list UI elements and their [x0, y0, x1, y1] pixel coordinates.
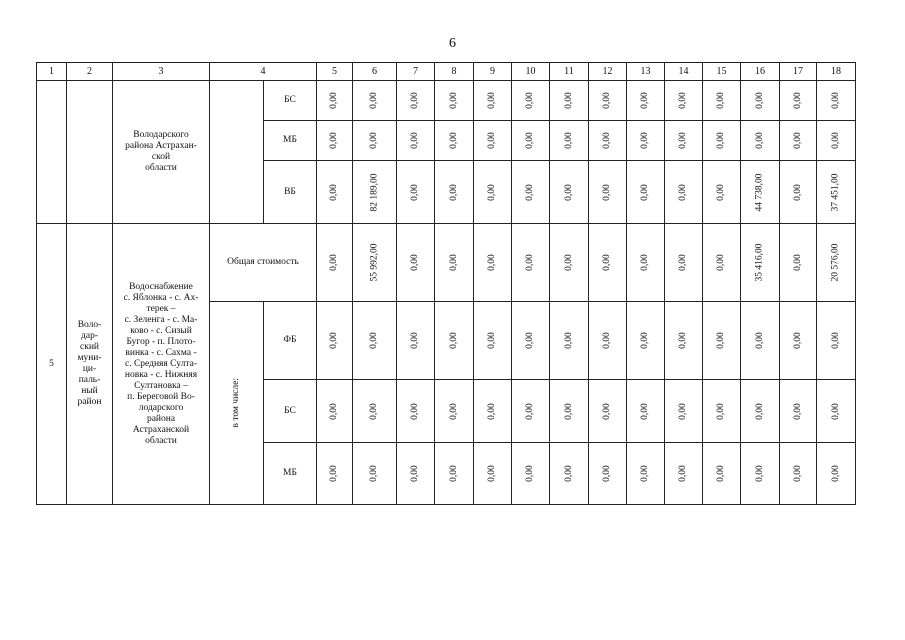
value-cell: 0,00: [627, 161, 665, 224]
value-cell: 0,00: [317, 443, 353, 505]
value-cell: 0,00: [512, 380, 550, 443]
value-cell: 0,00: [512, 302, 550, 380]
district-cell: Воло- дар- ский муни- ци- паль- ный район: [67, 224, 113, 505]
value-cell: 0,00: [780, 224, 817, 302]
value-cell: 0,00: [589, 121, 627, 161]
header-cell: 2: [67, 63, 113, 81]
value-cell: 0,00: [741, 121, 780, 161]
funding-type: МБ: [264, 121, 317, 161]
value-cell: 0,00: [353, 302, 397, 380]
value-cell: 0,00: [741, 443, 780, 505]
value-cell: 0,00: [397, 443, 435, 505]
value-cell: 0,00: [550, 380, 589, 443]
value-cell: 0,00: [397, 302, 435, 380]
value-cell: 35 416,00: [741, 224, 780, 302]
header-cell: 1: [37, 63, 67, 81]
value-cell: 0,00: [665, 302, 703, 380]
value-cell: 0,00: [665, 81, 703, 121]
total-cost-label: Общая стоимость: [210, 224, 317, 302]
page-number: 6: [449, 36, 456, 51]
value-cell: 0,00: [665, 380, 703, 443]
value-cell: 0,00: [435, 121, 474, 161]
value-cell: 0,00: [627, 302, 665, 380]
value-cell: 0,00: [512, 121, 550, 161]
value-cell: 0,00: [703, 121, 741, 161]
header-cell: 5: [317, 63, 353, 81]
value-cell: 0,00: [512, 161, 550, 224]
value-cell: 0,00: [589, 302, 627, 380]
value-cell: 0,00: [435, 443, 474, 505]
funding-type: ВБ: [264, 161, 317, 224]
value-cell: 0,00: [550, 224, 589, 302]
value-cell: 20 576,00: [817, 224, 856, 302]
value-cell: 0,00: [435, 81, 474, 121]
value-cell: 0,00: [780, 302, 817, 380]
value-cell: 44 738,00: [741, 161, 780, 224]
value-cell: 0,00: [703, 224, 741, 302]
value-cell: 0,00: [589, 380, 627, 443]
header-cell: 10: [512, 63, 550, 81]
value-cell: 0,00: [627, 224, 665, 302]
value-cell: 0,00: [627, 81, 665, 121]
value-cell: 0,00: [665, 161, 703, 224]
value-cell: 0,00: [780, 380, 817, 443]
funding-type: ФБ: [264, 302, 317, 380]
value-cell: 0,00: [474, 380, 512, 443]
value-cell: 0,00: [474, 161, 512, 224]
value-cell: 0,00: [353, 380, 397, 443]
value-cell: 0,00: [780, 81, 817, 121]
header-cell: 13: [627, 63, 665, 81]
value-cell: 0,00: [353, 121, 397, 161]
value-cell: 0,00: [512, 81, 550, 121]
header-cell: 8: [435, 63, 474, 81]
value-cell: 0,00: [780, 443, 817, 505]
value-cell: 0,00: [703, 81, 741, 121]
including-label-cell: в том числе:: [210, 302, 264, 505]
header-cell: 4: [210, 63, 317, 81]
value-cell: 0,00: [353, 443, 397, 505]
value-cell: 0,00: [665, 121, 703, 161]
value-cell: 0,00: [627, 443, 665, 505]
funding-type: БС: [264, 81, 317, 121]
value-cell: 0,00: [703, 302, 741, 380]
value-cell: 0,00: [665, 224, 703, 302]
value-cell: 0,00: [397, 380, 435, 443]
row-number-cell: 5: [37, 224, 67, 505]
value-cell: 0,00: [474, 443, 512, 505]
table-row: [37, 81, 856, 121]
value-cell: 0,00: [817, 302, 856, 380]
value-cell: 0,00: [741, 380, 780, 443]
value-cell: 0,00: [317, 81, 353, 121]
value-cell: 0,00: [397, 224, 435, 302]
value-cell: 82 189,00: [353, 161, 397, 224]
value-cell: 0,00: [317, 380, 353, 443]
header-row: [37, 63, 856, 81]
funding-type: МБ: [264, 443, 317, 505]
header-cell: 6: [353, 63, 397, 81]
value-cell: 0,00: [474, 81, 512, 121]
header-cell: 15: [703, 63, 741, 81]
value-cell: 0,00: [474, 121, 512, 161]
value-cell: 0,00: [741, 302, 780, 380]
spacer-cell: [210, 81, 264, 224]
header-cell: 16: [741, 63, 780, 81]
value-cell: 0,00: [550, 81, 589, 121]
value-cell: 0,00: [817, 81, 856, 121]
header-cell: 18: [817, 63, 856, 81]
value-cell: 0,00: [589, 224, 627, 302]
header-cell: 3: [113, 63, 210, 81]
value-cell: 0,00: [512, 224, 550, 302]
header-cell: 9: [474, 63, 512, 81]
header-cell: 7: [397, 63, 435, 81]
district-cell: [67, 81, 113, 224]
value-cell: 0,00: [817, 380, 856, 443]
value-cell: 0,00: [817, 121, 856, 161]
value-cell: 0,00: [627, 121, 665, 161]
header-cell: 17: [780, 63, 817, 81]
value-cell: 0,00: [317, 161, 353, 224]
value-cell: 0,00: [474, 302, 512, 380]
value-cell: 0,00: [550, 161, 589, 224]
object-name-cell: Водоснабжение с. Яблонка - с. Ах- терек – с. Зеленга - с. Ма- ково - с. Сизый Бугор - п. Плото- винка - с. Сахма - с. Средняя Султа- новка - с. Нижняя Султановка – п. Береговой Во- лодарского района Астраханской области: [113, 224, 210, 505]
value-cell: 0,00: [512, 443, 550, 505]
value-cell: 0,00: [397, 81, 435, 121]
value-cell: 0,00: [550, 121, 589, 161]
value-cell: 0,00: [703, 161, 741, 224]
value-cell: 0,00: [435, 161, 474, 224]
value-cell: 0,00: [317, 121, 353, 161]
value-cell: 0,00: [435, 224, 474, 302]
value-cell: 0,00: [317, 302, 353, 380]
row-number-cell: [37, 81, 67, 224]
value-cell: 0,00: [741, 81, 780, 121]
value-cell: 0,00: [435, 380, 474, 443]
value-cell: 0,00: [703, 443, 741, 505]
object-name-cell: Володарского района Астрахан- ской области: [113, 81, 210, 224]
value-cell: 0,00: [703, 380, 741, 443]
value-cell: 0,00: [589, 161, 627, 224]
value-cell: 0,00: [780, 161, 817, 224]
value-cell: 0,00: [589, 443, 627, 505]
value-cell: 0,00: [780, 121, 817, 161]
value-cell: 37 451,00: [817, 161, 856, 224]
value-cell: 0,00: [397, 121, 435, 161]
value-cell: 0,00: [353, 81, 397, 121]
value-cell: 0,00: [550, 302, 589, 380]
header-cell: 14: [665, 63, 703, 81]
value-cell: 0,00: [435, 302, 474, 380]
value-cell: 0,00: [474, 224, 512, 302]
value-cell: 0,00: [317, 224, 353, 302]
header-cell: 12: [589, 63, 627, 81]
value-cell: 0,00: [627, 380, 665, 443]
value-cell: 0,00: [550, 443, 589, 505]
funding-type: БС: [264, 380, 317, 443]
budget-table: [36, 62, 856, 505]
value-cell: 0,00: [817, 443, 856, 505]
header-cell: 11: [550, 63, 589, 81]
value-cell: 0,00: [589, 81, 627, 121]
value-cell: 55 992,00: [353, 224, 397, 302]
table-row: [37, 224, 856, 302]
value-cell: 0,00: [665, 443, 703, 505]
value-cell: 0,00: [397, 161, 435, 224]
